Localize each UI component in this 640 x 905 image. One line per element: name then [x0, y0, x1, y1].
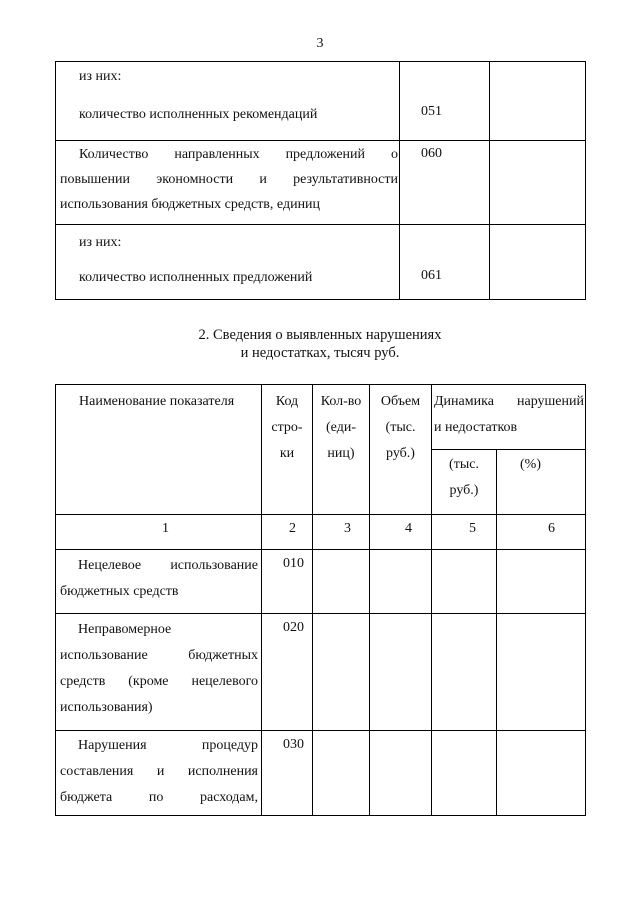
column-number: 1 — [162, 521, 169, 536]
column-number: 5 — [469, 521, 476, 536]
table-row — [56, 141, 585, 225]
table-row — [56, 225, 585, 299]
header-dynamics-thousand: (тыс. руб.) — [449, 457, 479, 498]
page-number: 3 — [316, 36, 324, 51]
row-code: 051 — [421, 104, 442, 119]
table-row: Неправомерное использование бюджетных средств (кроме нецелевого использования) — [60, 622, 258, 715]
row-label: количество исполненных предложений — [79, 270, 313, 285]
row-label: количество исполненных рекомендаций — [79, 107, 318, 122]
table-row: Нецелевое использование бюджетных средств — [60, 558, 258, 599]
row-label: Количество направленных предложений о — [79, 147, 398, 162]
row-code: 030 — [283, 737, 304, 752]
table-row — [56, 62, 585, 141]
row-code: 061 — [421, 268, 442, 283]
header-count: Кол-во (еди- ниц) — [320, 394, 362, 461]
row-code: 060 — [421, 146, 442, 161]
table-violations — [55, 384, 586, 816]
row-divider — [56, 730, 586, 731]
row-divider — [56, 514, 586, 515]
column-divider — [496, 449, 497, 815]
section-title: 2. Сведения о выявленных нарушениях и недостатках, тысяч руб. — [198, 327, 442, 361]
header-dynamics: Динамика нарушений и недостатков — [434, 394, 584, 435]
row-label: использования бюджетных средств, единиц — [60, 197, 321, 212]
column-number: 4 — [405, 521, 412, 536]
table-recommendations — [55, 61, 586, 300]
row-code: 020 — [283, 620, 304, 635]
row-label: из них: — [79, 69, 122, 84]
row-label: из них: — [79, 235, 122, 250]
header-dynamics-percent: (%) — [520, 457, 541, 472]
table-row: Нарушения процедур составления и исполнения бюджета по расходам, — [60, 738, 258, 805]
header-volume: Объем (тыс. руб.) — [380, 394, 421, 461]
header-code: Код стро- ки — [271, 394, 303, 461]
header-name: Наименование показателя — [79, 394, 235, 409]
column-number: 3 — [344, 521, 351, 536]
row-code: 010 — [283, 556, 304, 571]
row-label: повышении экономности и результативности — [60, 172, 398, 187]
column-number: 6 — [548, 521, 555, 536]
row-divider — [431, 449, 586, 450]
row-divider — [56, 613, 586, 614]
column-number: 2 — [289, 521, 296, 536]
row-divider — [56, 549, 586, 550]
